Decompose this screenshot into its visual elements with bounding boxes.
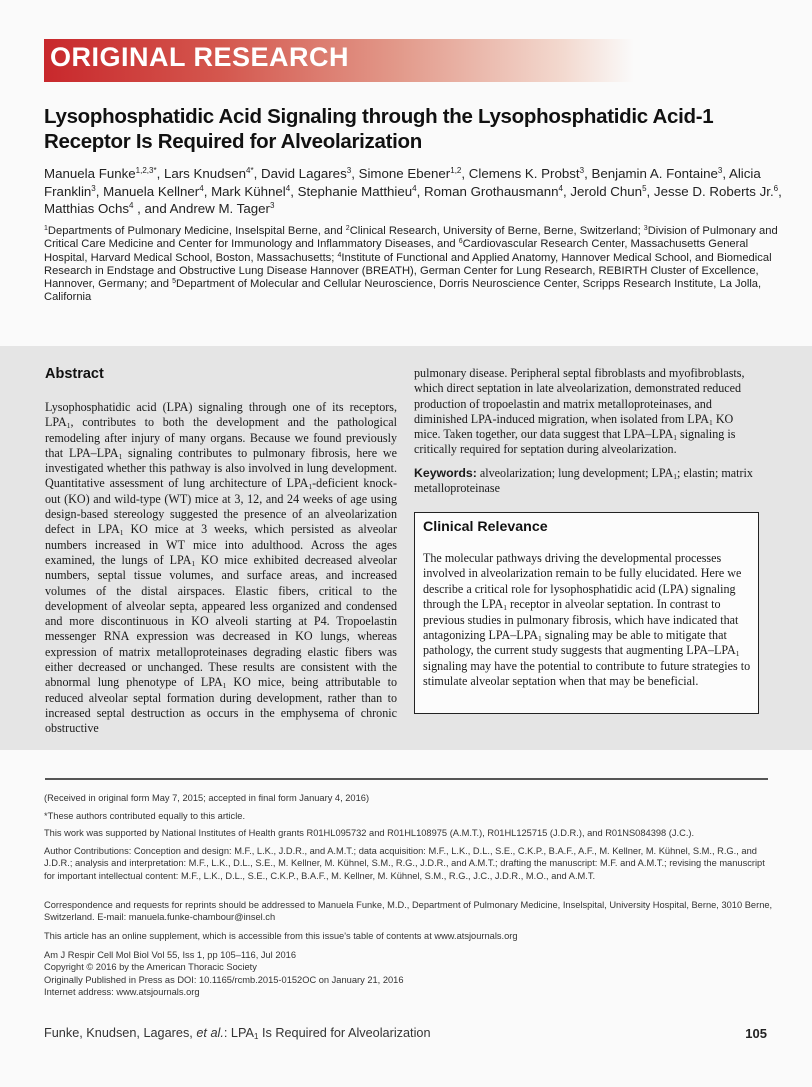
author-contributions: Author Contributions: Conception and design: M.F., L.K., J.D.R., and A.M.T.; data acquisition: M.F., L.K., D.L., S.E., C.K.P., B.A.F., A.F., M. Kellner, M. Kühnel, S.M., R.G., and J.D.R.; analysis and interpretation: M.F., L.K., D.L., S.E., M. Kellner, M. Kühnel, S.M., R.G., J.D.R., and A.M.T.; drafting the manuscript: M.F. and A.M.T.; revising the manuscript for important intellectual content: M.F., L.K., D.L., S.E., C.K.P., B.A.F., M. Kellner, M. Kühnel, S.M., R.G., J.C., J.D.R., M.O., and A.M.T. <box>44 846 765 881</box>
funding-note: This work was supported by National Institutes of Health grants R01HL095732 and R01HL108975 (A.M.T.), R01HL125715 (J.D.R.), and R01NS084398 (J.C.). <box>44 828 695 838</box>
keywords <box>414 466 762 497</box>
doi-line: Originally Published in Press as DOI: 10.1165/rcmb.2015-0152OC on January 21, 2016 <box>44 974 404 985</box>
abstract-text-right: pulmonary disease. Peripheral septal fibroblasts and myofibroblasts, which direct septation in late alveolarization, demonstrated reduced production of tropoelastin and matrix metalloproteinases, and diminished LPA-induced migration, when isolated from $LPA_1$ KO mice. Taken together, our data suggest that LPA–$LPA_1$ signaling is critically required for septation during alveolarization. <box>414 366 745 457</box>
footnote-divider <box>45 778 768 780</box>
author-name: and Andrew M. Tager <box>144 201 270 216</box>
author-list: Manuela Funke$^{1,2,3*}$, Lars Knudsen$^{4*}$, David Lagares$^3$, Simone Ebener$^{1,2}$, Clemens K. Probst$^3$, Benjamin A. Fontaine$^3$, Alicia Franklin$^3$, Manuela Kellner$^4$, Mark Kühnel$^4$, Stephanie Matthieu$^4$, Roman Grothausmann$^4$, Jerold Chun$^5$, Jesse D. Roberts Jr.$^6$, Matthias Ochs$^4$ , and Andrew M. Tager$^3$ <box>44 166 782 216</box>
keywords-list: alveolarization; lung development; $LPA_1$; elastin; matrix metalloproteinase <box>414 466 753 496</box>
section-label: ORIGINAL RESEARCH <box>50 42 350 72</box>
internet-address-line: Internet address: www.atsjournals.org <box>44 986 200 997</box>
citation-line: Am J Respir Cell Mol Biol Vol 55, Iss 1, pp 105–116, Jul 2016 <box>44 950 297 960</box>
author-name: Lars Knudsen <box>163 166 247 181</box>
author-name: Matthias Ochs <box>44 201 129 216</box>
copyright-line: Copyright © 2016 by the American Thoracic Society <box>44 962 257 973</box>
author-name: Roman Grothausmann <box>424 183 559 199</box>
article-title: Lysophosphatidic Acid Signaling through the Lysophosphatidic Acid-1 Receptor Is Required for Alveolarization <box>44 105 714 153</box>
author-name: Stephanie Matthieu <box>297 183 413 199</box>
author-name: Manuela Funke <box>44 166 136 181</box>
author-name: David Lagares <box>260 166 347 181</box>
footer-authors: Funke, Knudsen, Lagares, <box>44 1026 197 1040</box>
author-name: Jesse D. Roberts Jr. <box>653 183 774 199</box>
footer-title-post: Is Required for Alveolarization <box>258 1026 431 1040</box>
keywords-label: Keywords: <box>414 466 477 480</box>
affiliations: $^1$Departments of Pulmonary Medicine, Inselspital Berne, and $^2$Clinical Research, University of Berne, Berne, Switzerland; $^3$Division of Pulmonary and Critical Care Medicine and Center for Immunology and Inflammatory Diseases, and $^6$Cardiovascular Research Center, Massachusetts General Hospital, Harvard Medical School, Boston, Massachusetts; $^4$Institute of Functional and Applied Anatomy, Hannover Medical School, and Biomedical Research in Endstage and Obstructive Lung Disease Hannover (BREATH), German Center for Lung Research, REBIRTH Cluster of Excellence, Hannover, Germany; and $^5$Department of Molecular and Cellular Neuroscience, Dorris Neuroscience Center, Scripps Research Institute, La Jolla, California <box>44 225 778 304</box>
clinical-relevance-text: The molecular pathways driving the developmental processes involved in alveolarization remain to be fully elucidated. Here we describe a critical role for lysophosphatidic acid (LPA) signaling through the $LPA_1$ receptor in alveolar septation. In contrast to previous studies in pulmonary fibrosis, which have indicated that antagonizing LPA–$LPA_1$ signaling may be able to mitigate that pathology, the current study suggests that augmenting LPA–$LPA_1$ signaling may have the potential to contribute to future strategies to stimulate alveolar septation when that may be beneficial. <box>423 551 751 689</box>
footer-title-sub: 1 <box>253 1032 259 1041</box>
footer-title-pre: : LPA <box>223 1026 254 1040</box>
author-name: Mark Kühnel <box>211 183 286 199</box>
clinical-relevance-heading: Clinical Relevance <box>423 519 548 535</box>
author-name: Benjamin A. Fontaine <box>591 166 718 181</box>
online-supplement-note: This article has an online supplement, which is accessible from this issue's table of contents at www.atsjournals.org <box>44 931 518 941</box>
citation-block <box>44 949 774 998</box>
running-footer <box>44 1026 431 1040</box>
footer-etal: et al. <box>196 1026 224 1040</box>
equal-contribution-note: *These authors contributed equally to this article. <box>44 811 246 821</box>
received-dates: (Received in original form May 7, 2015; accepted in final form January 4, 2016) <box>44 793 370 803</box>
author-name: Simone Ebener <box>358 166 451 181</box>
page-number: 105 <box>745 1026 767 1041</box>
abstract-text-left: Lysophosphatidic acid (LPA) signaling through one of its receptors, $LPA_1$, contributes to both the development and the pathological remodeling after injury of many organs. Because we found previously that LPA–$LPA_1$ signaling contributes to pulmonary fibrosis, here we investigated whether this pathway is also involved in lung development. Quantitative assessment of lung architecture of $LPA_1$-deficient knock-out (KO) and wild-type (WT) mice at 3, 12, and 24 weeks of age using design-based stereology suggested the presence of an alveolarization defect in $LPA_1$ KO mice at 3 weeks, which persisted as alveolar numbers increased in WT mice into adulthood. Across the ages examined, the lungs of $LPA_1$ KO mice exhibited decreased alveolar numbers, septal tissue volumes, and surface areas, and increased volumes of the distal airspaces. Elastic fibers, critical to the development of alveolar septa, appeared less organized and condensed and more discontinuous in KO alveoli starting at P4. Tropoelastin messenger RNA expression was decreased in KO lungs, whereas expression of matrix metalloproteinases degrading elastic fibers was either decreased or unchanged. These results are consistent with the abnormal lung phenotype of $LPA_1$ KO mice, being attributable to reduced alveolar septal formation during development, rather than to increased septal destruction as occurs in the emphysema of chronic obstructive <box>45 400 397 736</box>
author-name: Manuela Kellner <box>103 183 200 199</box>
author-name: Alicia Franklin <box>44 166 761 199</box>
clinical-relevance-box <box>414 512 759 714</box>
correspondence-note: Correspondence and requests for reprints should be addressed to Manuela Funke, M.D., Department of Pulmonary Medicine, Inselspital, University Hospital, Berne, 3010 Berne, Switzerland. E-mail: manuela.funke-chambour@insel.ch <box>44 900 773 923</box>
author-name: Jerold Chun <box>570 183 643 199</box>
author-name: Clemens K. Probst <box>468 166 580 181</box>
abstract-heading: Abstract <box>45 366 104 382</box>
